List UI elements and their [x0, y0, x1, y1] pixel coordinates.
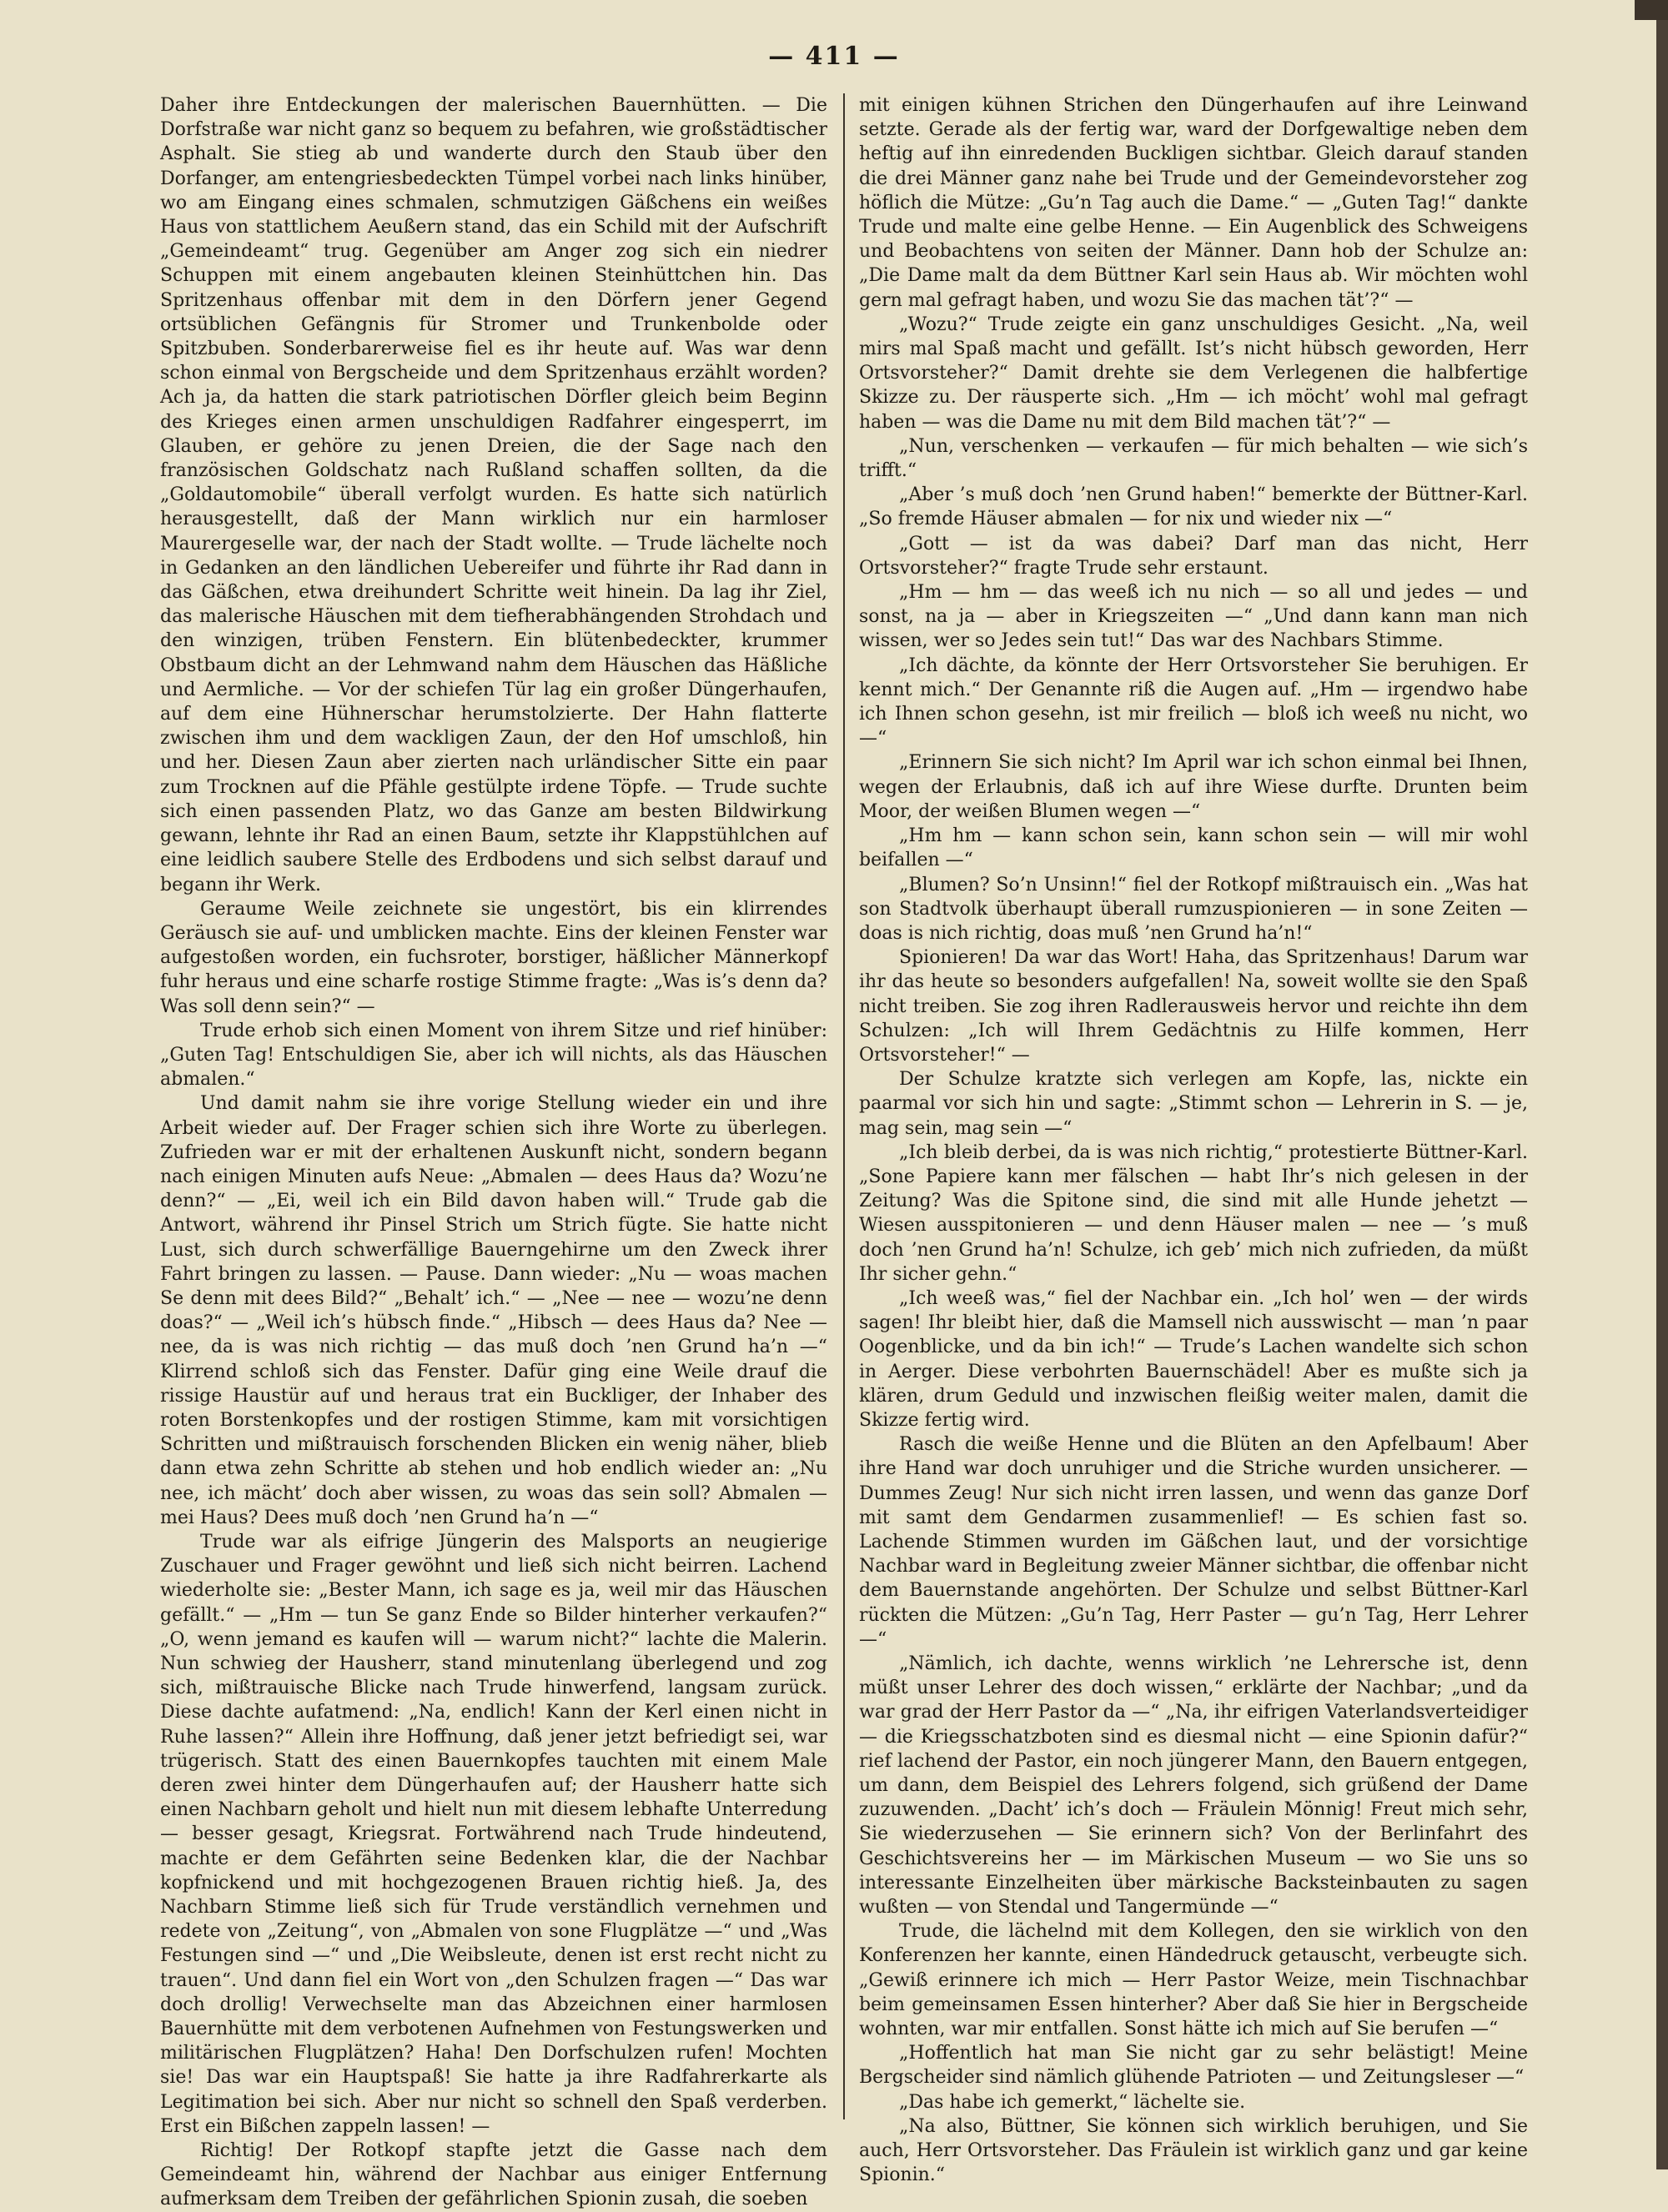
paragraph: „Hm — hm — das weeß ich nu nich — so all und jedes — und sonst, na ja — aber in Kriegszeiten —“ „Und dann kann man nich wissen, wer so Jedes sein tut!“ Das war des Nachbars Stimme. — [859, 582, 1528, 652]
paragraph: „Hm hm — kann schon sein, kann schon sein — will mir wohl beifallen —“ — [859, 825, 1528, 871]
page-number: — 411 — — [768, 42, 900, 71]
paragraph: Geraume Weile zeichnete sie ungestört, bis ein klirrendes Geräusch sie auf- und umblicken machte. Eins der kleinen Fenster war aufgestoßen worden, ein fuchsroter, borstiger, häßlicher Männerkopf fuhr heraus und eine scharfe rostige Stimme fragte: „Was is’s denn da? Was soll denn sein?“ — — [160, 898, 827, 1017]
paragraph: Der Schulze kratzte sich verlegen am Kopfe, las, nickte ein paarmal vor sich hin und sagte: „Stimmt schon — Lehrerin in S. — je, mag sein, mag sein —“ — [859, 1069, 1528, 1139]
page-corner-shadow — [1635, 0, 1668, 20]
paragraph: „Gott — ist da was dabei? Darf man das nicht, Herr Ortsvorsteher?“ fragte Trude sehr erstaunt. — [859, 533, 1528, 579]
paragraph: Rasch die weiße Henne und die Blüten an den Apfelbaum! Aber ihre Hand war doch unruhiger und die Striche wurden unsicherer. — Dummes Zeug! Nur sich nicht irren lassen, und wenn das ganze Dorf mit samt dem Gendarmen zusammenlief! — Es schien fast so. Lachende Stimmen wurden im Gäßchen laut, und der vorsichtige Nachbar ward in Begleitung zweier Männer sichtbar, die offenbar nicht dem Bauernstande angehörten. Der Schulze und selbst Büttner-Karl rückten die Mützen: „Gu’n Tag, Herr Paster — gu’n Tag, Herr Lehrer —“ — [859, 1434, 1528, 1650]
paragraph: „Das habe ich gemerkt,“ lächelte sie. — [899, 2091, 1246, 2113]
paragraph: „Blumen? So’n Unsinn!“ fiel der Rotkopf mißtrauisch ein. „Was hat son Stadtvolk überhaupt überall rumzuspionieren — in sone Zeiten — doas is nich richtig, doas muß ’nen Grund ha’n!“ — [859, 874, 1528, 944]
paragraph: „Ich dächte, da könnte der Herr Ortsvorsteher Sie beruhigen. Er kennt mich.“ Der Genannte riß die Augen auf. „Hm — irgendwo habe ich Ihnen schon gesehn, ist mir freilich — bloß ich weeß nu nicht, wo —“ — [859, 655, 1528, 750]
paragraph: Spionieren! Da war das Wort! Haha, das Spritzenhaus! Darum war ihr das heute so besonders aufgefallen! Na, soweit wollte sie den Spaß nicht treiben. Sie zog ihren Radlerausweis hervor und reichte ihn dem Schulzen: „Ich will Ihrem Gedächtnis zu Hilfe kommen, Herr Ortsvorsteher!“ — — [859, 947, 1528, 1066]
paragraph: „Nämlich, ich dachte, wenns wirklich ’ne Lehrersche ist, denn müßt unser Lehrer des doch wissen,“ erklärte der Nachbar; „und da war grad der Herr Pastor da —“ „Na, ihr eifrigen Vaterlandsverteidiger — die Kriegsschatzboten sind es diesmal nicht — eine Spionin dafür?“ rief lachend der Pastor, ein noch jüngerer Mann, den Bauern entgegen, um dann, dem Beispiel des Lehrers folgend, sich grüßend der Dame zuzuwenden. „Dacht’ ich’s doch — Fräulein Mönnig! Freut mich sehr, Sie wiederzusehen — Sie erinnern sich? Von der Berlinfahrt des Geschichtsvereins her — im Märkischen Museum — wo Sie uns so interessante Einzelheiten über märkische Backsteinbauten zu sagen wußten — von Stendal und Tangermünde —“ — [859, 1653, 1528, 1919]
page-edge-shadow — [1656, 0, 1668, 2169]
paragraph: „Nun, verschenken — verkaufen — für mich behalten — wie sich’s trifft.“ — [859, 435, 1528, 482]
paragraph: Trude erhob sich einen Moment von ihrem Sitze und rief hinüber: „Guten Tag! Entschuldigen Sie, aber ich will nichts, als das Häuschen abmalen.“ — [160, 1020, 827, 1091]
paragraph: „Erinnern Sie sich nicht? Im April war ich schon einmal bei Ihnen, wegen der Erlaubnis, daß ich auf ihre Wiese durfte. Drunten beim Moor, der weißen Blumen wegen —“ — [859, 752, 1528, 822]
paragraph: Trude, die lächelnd mit dem Kollegen, den sie wirklich von den Konferenzen her kannte, einen Händedruck getauscht, verbeugte sich. „Gewiß erinnere ich mich — Herr Pastor Weize, mein Tischnachbar beim gemeinsamen Essen hinterher? Aber daß Sie hier in Bergscheide wohnten, war mir entfallen. Sonst hätte ich mich auf Sie berufen —“ — [859, 1921, 1528, 2040]
paragraph: mit einigen kühnen Strichen den Düngerhaufen auf ihre Leinwand setzte. Gerade als der fertig war, ward der Dorfgewaltige neben dem heftig auf ihn einredenden Buckligen sichtbar. Gleich darauf standen die drei Männer ganz nahe bei Trude und der Gemeindevorsteher zog höflich die Mütze: „Gu’n Tag auch die Dame.“ — „Guten Tag!“ dankte Trude und malte eine gelbe Henne. — Ein Augenblick des Schweigens und Beobachtens von seiten der Männer. Dann hob der Schulze an: „Die Dame malt da dem Büttner Karl sein Haus ab. Wir möchten wohl gern mal gefragt haben, und wozu Sie das machen tät’?“ — — [859, 95, 1528, 311]
paragraph: Richtig! Der Rotkopf stapfte jetzt die Gasse nach dem Gemeindeamt hin, während der Nachbar aus einiger Entfernung aufmerksam dem Treiben der gefährlichen Spionin zusah, die soeben — [160, 2140, 827, 2210]
paragraph: „Na also, Büttner, Sie können sich wirklich beruhigen, und Sie auch, Herr Ortsvorsteher. Das Fräulein ist wirklich ganz und gar keine Spionin.“ — [859, 2115, 1528, 2186]
column-divider — [843, 93, 845, 2119]
paragraph: „Wozu?“ Trude zeigte ein ganz unschuldiges Gesicht. „Na, weil mirs mal Spaß macht und gefällt. Ist’s nicht hübsch geworden, Herr Ortsvorsteher?“ Damit drehte sie dem Verlegenen die halbfertige Skizze zu. Der räusperte sich. „Hm — ich möcht’ wohl mal gefragt haben — was die Dame nu mit dem Bild machen tät’?“ — — [859, 313, 1528, 433]
paragraph: „Ich weeß was,“ fiel der Nachbar ein. „Ich hol’ wen — der wirds sagen! Ihr bleibt hier, daß die Mamsell nich ausswischt — man ’n paar Oogenblicke, und da bin ich!“ — Trude’s Lachen wandelte sich schon in Aerger. Diese verbohrten Bauernschädel! Aber es mußte sich ja klären, drum Geduld und inzwischen fleißig weiter malen, damit die Skizze fertig wird. — [859, 1287, 1528, 1431]
paragraph: „Ich bleib derbei, da is was nich richtig,“ protestierte Büttner-Karl. „Sone Papiere kann mer fälschen — habt Ihr’s nich gelesen in der Zeitung? Was die Spitone sind, die sind mit alle Hunde jehetzt — Wiesen ausspitonieren — und denn Häuser malen — nee — ’s muß doch ’nen Grund ha’n! Schulze, ich geb’ mich nich zufrieden, da müßt Ihr sicher gehn.“ — [859, 1141, 1528, 1285]
paragraph: „Aber ’s muß doch ’nen Grund haben!“ bemerkte der Büttner-Karl. „So fremde Häuser abmalen — for nix und wieder nix —“ — [859, 484, 1528, 530]
text-column-right — [859, 93, 1528, 2186]
paragraph: Trude war als eifrige Jüngerin des Malsports an neugierige Zuschauer und Frager gewöhnt und ließ sich nicht beirren. Lachend wiederholte sie: „Bester Mann, ich sage es ja, weil mir das Häuschen gefällt.“ — „Hm — tun Se ganz Ende so Bilder hinterher verkaufen?“ „O, wenn jemand es kaufen will — warum nicht?“ lachte die Malerin. Nun schwieg der Hausherr, stand minutenlang überlegend und zog sich, mißtrauische Blicke nach Trude hinwerfend, langsam zurück. Diese dachte aufatmend: „Na, endlich! Kann der Kerl einen nicht in Ruhe lassen?“ Allein ihre Hoffnung, daß jener jetzt befriedigt sei, war trügerisch. Statt des einen Bauernkopfes tauchten mit einem Male deren zwei hinter dem Düngerhaufen auf; der Hausherr hatte sich einen Nachbarn geholt und hielt nun mit diesem lebhafte Unterredung — besser gesagt, Kriegsrat. Fortwährend nach Trude hindeutend, machte er dem Gefährten seine Bedenken klar, die der Nachbar kopfnickend und mit hochgezogenen Brauen richtig hieß. Ja, des Nachbarn Stimme ließ sich für Trude verständlich vernehmen und redete von „Zeitung“, von „Abmalen von sone Flugplätze —“ und „Was Festungen sind —“ und „Die Weibsleute, denen ist erst recht nicht zu trauen“. Und dann fiel ein Wort von „den Schulzen fragen —“ Das war doch drollig! Verwechselte man das Abzeichnen einer harmlosen Bauernhütte mit dem verbotenen Aufnehmen von Festungswerken und militärischen Flugplätzen? Haha! Den Dorfschulzen rufen! Mochten sie! Das war ein Hauptspaß! Sie hatte ja ihre Radfahrerkarte als Legitimation bei sich. Aber nur nicht so schnell den Spaß verderben. Erst ein Bißchen zappeln lassen! — — [160, 1531, 827, 2137]
text-column-left — [160, 93, 827, 2210]
paragraph: „Hoffentlich hat man Sie nicht gar zu sehr belästigt! Meine Bergscheider sind nämlich glühende Patrioten — und Zeitungsleser —“ — [859, 2043, 1528, 2089]
paragraph: Und damit nahm sie ihre vorige Stellung wieder ein und ihre Arbeit wieder auf. Der Frager schien sich ihre Worte zu überlegen. Zufrieden war er mit der erhaltenen Auskunft nicht, sondern begann nach einigen Minuten aufs Neue: „Abmalen — dees Haus da? Wozu’ne denn?“ — „Ei, weil ich ein Bild davon haben will.“ Trude gab die Antwort, während ihr Pinsel Strich um Strich fügte. Sie hatte nicht Lust, sich durch schwerfällige Bauerngehirne um den Zweck ihrer Fahrt bringen zu lassen. — Pause. Dann wieder: „Nu — woas machen Se denn mit dees Bild?“ „Behalt’ ich.“ — „Nee — nee — wozu’ne denn doas?“ — „Weil ich’s hübsch finde.“ „Hibsch — dees Haus da? Nee — nee, da is was nich richtig — das muß doch ’nen Grund ha’n —“ Klirrend schloß sich das Fenster. Dafür ging eine Weile drauf die rissige Haustür auf und heraus trat ein Buckliger, der Inhaber des roten Borstenkopfes und der rostigen Stimme, kam mit vorsichtigen Schritten und mißtrauisch forschenden Blicken ein wenig näher, blieb dann etwa zehn Schritte ab stehen und hob endlich wieder an: „Nu nee, ich mächt’ doch aber wissen, zu woas das sein soll? Abmalen — mei Haus? Dees muß doch ’nen Grund ha’n —“ — [160, 1093, 827, 1528]
paragraph: Daher ihre Entdeckungen der malerischen Bauernhütten. — Die Dorfstraße war nicht ganz so bequem zu befahren, wie großstädtischer Asphalt. Sie stieg ab und wanderte durch den Staub über den Dorfanger, am entengriesbedeckten Tümpel vorbei nach links hinüber, wo am Eingang eines schmalen, schmutzigen Gäßchens ein weißes Haus von stattlichem Aeußern stand, das ein Schild mit der Aufschrift „Gemeindeamt“ trug. Gegenüber am Anger zog sich ein niedrer Schuppen mit einem angebauten kleinen Steinhüttchen hin. Das Spritzenhaus offenbar mit dem in den Dörfern jener Gegend ortsüblichen Gefängnis für Stromer und Trunkenbolde oder Spitzbuben. Sonderbarerweise fiel es ihr heute auf. Was war denn schon einmal von Bergscheide und dem Spritzenhaus erzählt worden? Ach ja, da hatten die stark patriotischen Dörfler gleich beim Beginn des Krieges einen armen unschuldigen Radfahrer eingesperrt, im Glauben, er gehöre zu jenen Dreien, die der Sage nach den französischen Goldschatz nach Rußland schaffen sollten, da die „Goldautomobile“ überall verfolgt wurden. Es hatte sich natürlich herausgestellt, daß der Mann wirklich nur ein harmloser Maurergeselle war, der nach der Stadt wollte. — Trude lächelte noch in Gedanken an den ländlichen Uebereifer und führte ihr Rad dann in das Gäßchen, etwa dreihundert Schritte weit hinein. Da lag ihr Ziel, das malerische Häuschen mit dem tiefherabhängenden Strohdach und den winzigen, trüben Fenstern. Ein blütenbedeckter, krummer Obstbaum dicht an der Lehmwand nahm dem Häuschen das Häßliche und Aermliche. — Vor der schiefen Tür lag ein großer Düngerhaufen, auf dem eine Hühnerschar herumstolzierte. Der Hahn flatterte zwischen ihm und dem wackligen Zaun, der den Hof umschloß, hin und her. Diesen Zaun aber zierten nach urländischer Sitte ein paar zum Trocknen auf die Pfähle gestülpte irdene Töpfe. — Trude suchte sich einen passenden Platz, wo das Ganze am besten Bildwirkung gewann, lehnte ihr Rad an einen Baum, setzte ihr Klappstühlchen auf eine leidlich saubere Stelle des Erdbodens und sich selbst darauf und begann ihr Werk. — [160, 95, 827, 895]
